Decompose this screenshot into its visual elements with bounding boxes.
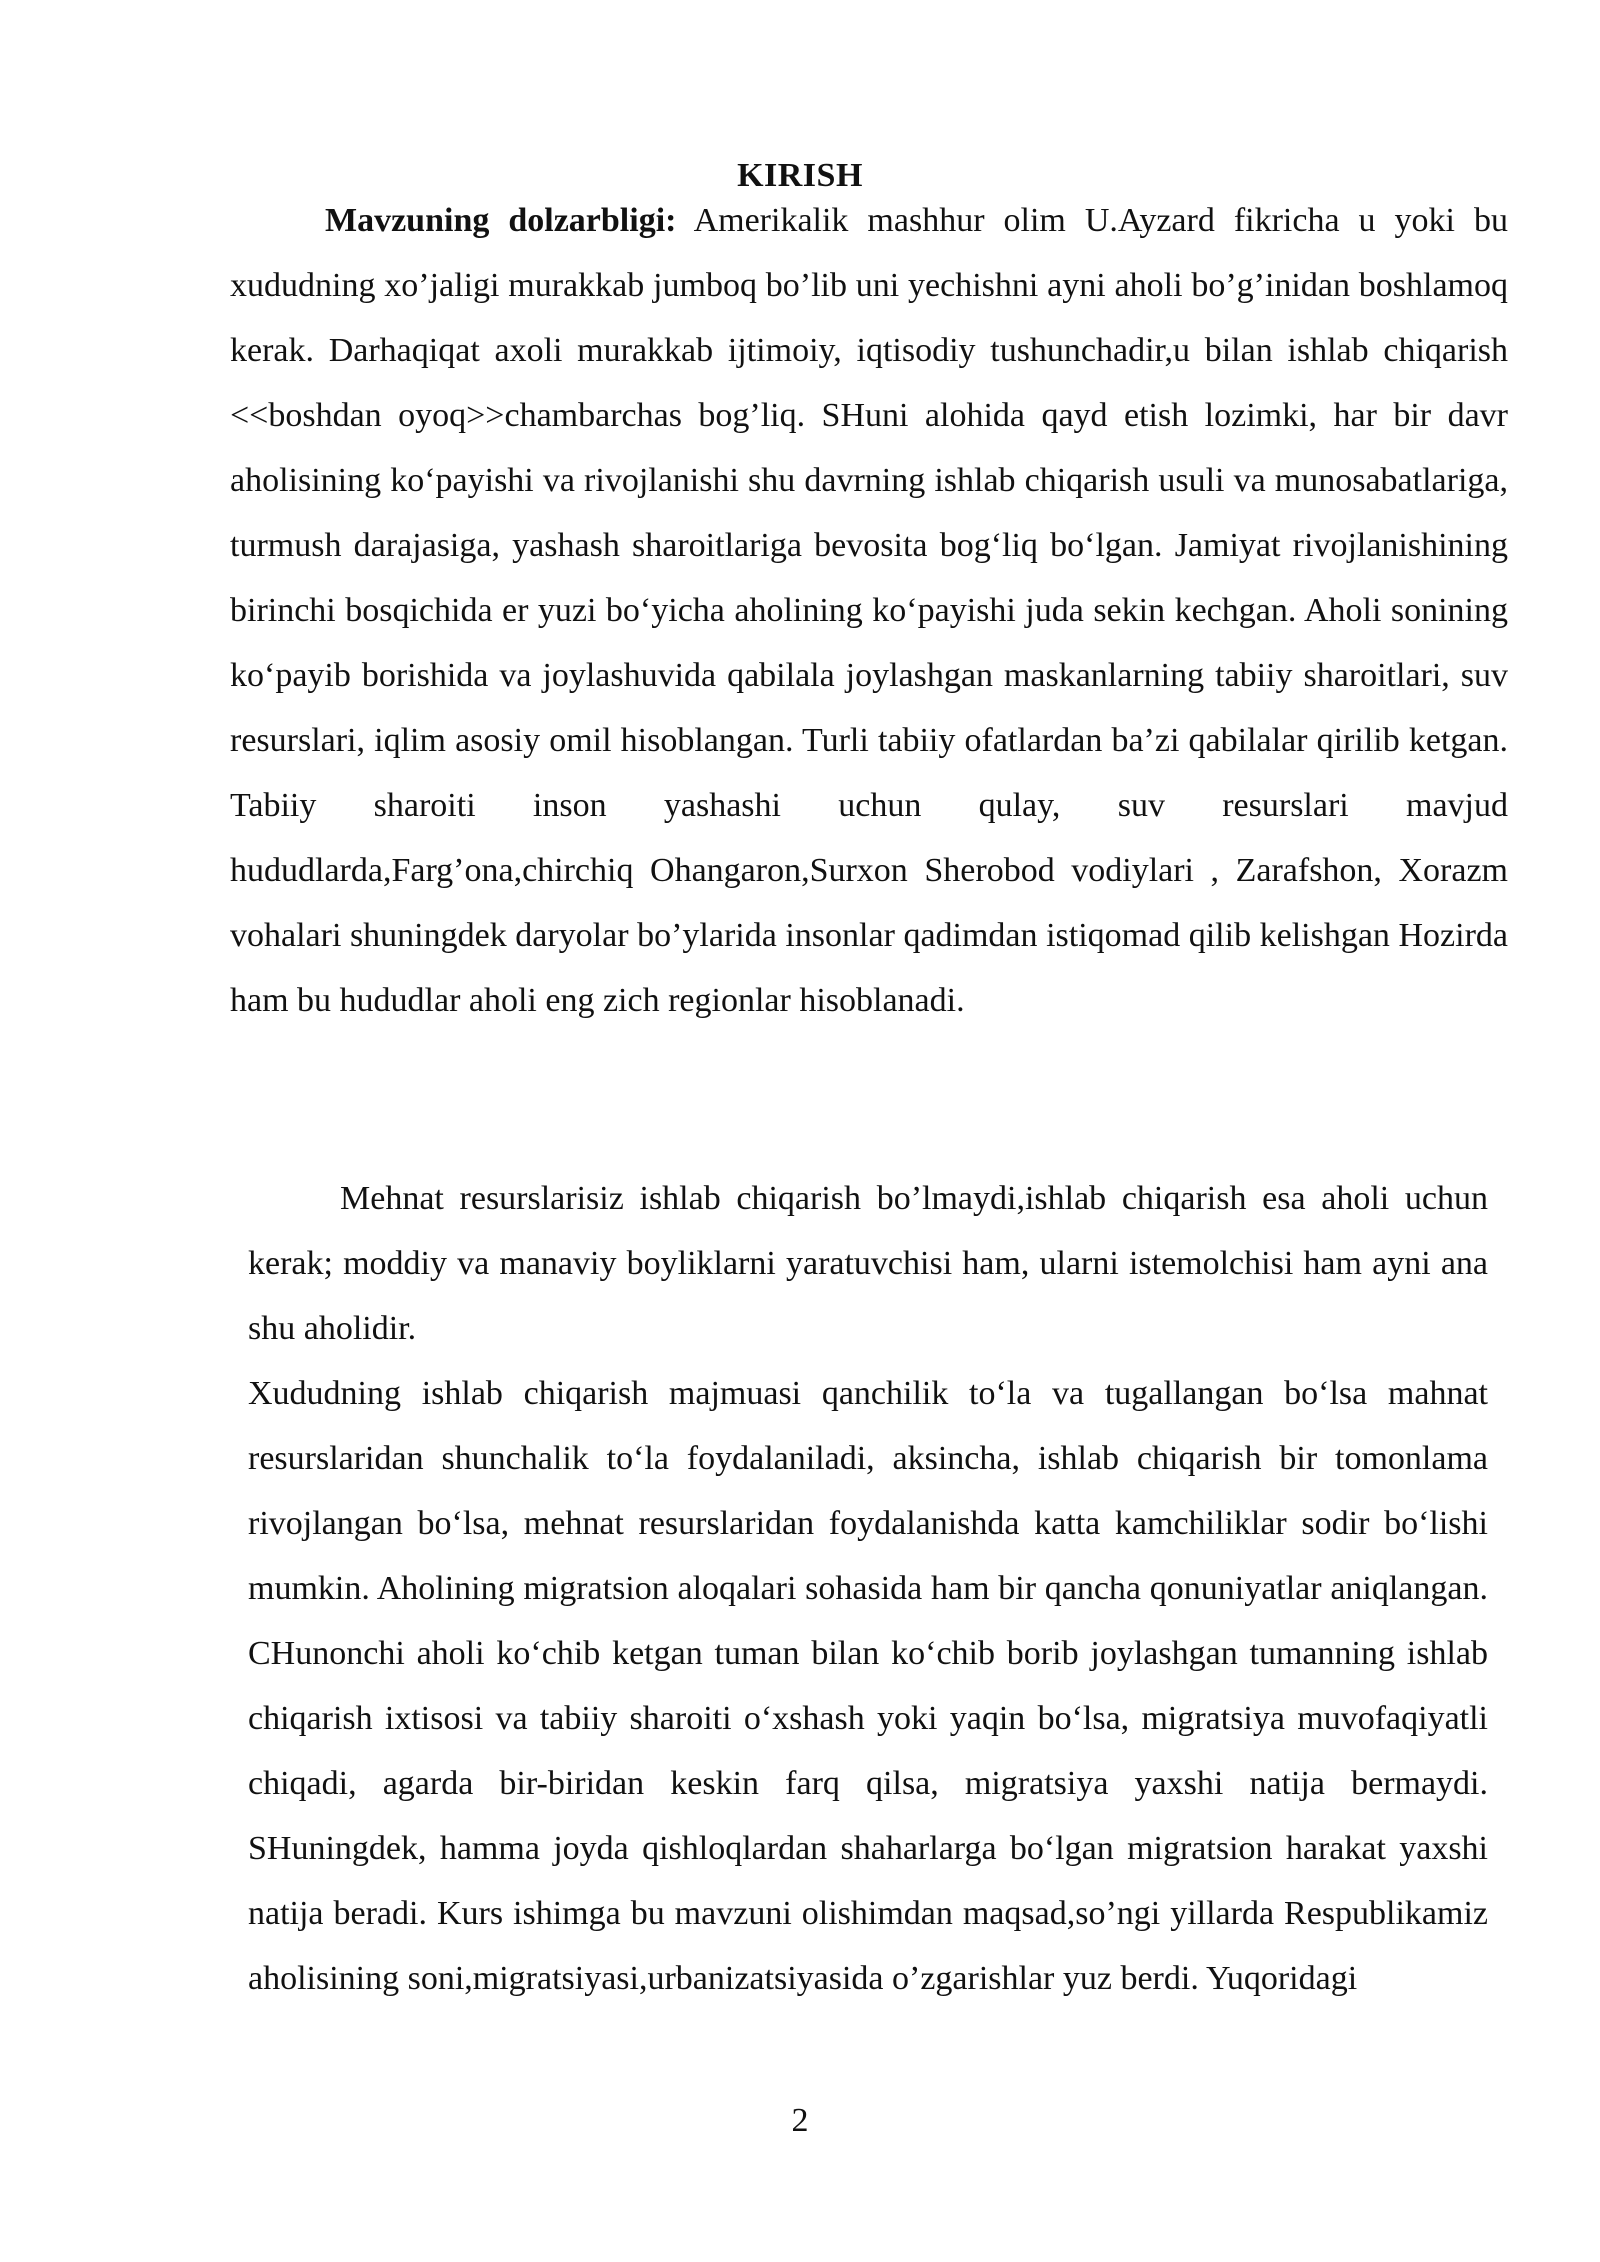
page-number: 2: [791, 2102, 809, 2139]
relevance-heading: Mavzuning dolzarbligi:: [325, 202, 677, 239]
paragraph-production-complex: Xududning ishlab chiqarish majmuasi qanchilik to‘la va tugallangan bo‘lsa mahnat resurslaridan shunchalik to‘la foydalaniladi, aksincha, ishlab chiqarish bir tomonlama rivojlangan bo‘lsa, mehnat resurslaridan foydalanishda katta kamchiliklar sodir bo‘lishi mumkin. Aholining migratsion aloqalari sohasida ham bir qancha qonuniyatlar aniqlangan. CHunonchi aholi ko‘chib ketgan tuman bilan ko‘chib borib joylashgan tumanning ishlab chiqarish ixtisosi va tabiiy sharoiti o‘xshash yoki yaqin bo‘lsa, migratsiya muvofaqiyatli chiqadi, agarda bir-biridan keskin farq qilsa, migratsiya yaxshi natija bermaydi. SHuningdek, hamma joyda qishloqlardan shaharlarga bo‘lgan migratsion harakat yaxshi natija beradi. Kurs ishimga bu mavzuni olishimdan maqsad,so’ngi yillarda Respublikamiz aholisining soni,migratsiyasi,urbanizatsiyasida o’zgarishlar yuz berdi. Yuqoridagi: [248, 1375, 1488, 1997]
paragraph-labor-resources: Mehnat resurslarisiz ishlab chiqarish bo’lmaydi,ishlab chiqarish esa aholi uchun kerak; moddiy va manaviy boyliklarni yaratuvchisi ham, ularni istemolchisi ham ayni ana shu aholidir.: [248, 1180, 1488, 1347]
paragraph-relevance: [230, 188, 1508, 1033]
section-title: KIRISH: [737, 156, 863, 194]
relevance-text: Amerikalik mashhur olim U.Ayzard fikricha u yoki bu xududning xo’jaligi murakkab jumboq bo’lib uni yechishni ayni aholi bo’g’inidan boshlamoq kerak. Darhaqiqat axoli murakkab ijtimoiy, iqtisodiy tushunchadir,u bilan ishlab chiqarish <<boshdan oyoq>>chambarchas bog’liq. SHuni alohida qayd etish lozimki, har bir davr aholisining ko‘payishi va rivojlanishi shu davrning ishlab chiqarish usuli va munosabatlariga, turmush darajasiga, yashash sharoitlariga bevosita bog‘liq bo‘lgan. Jamiyat rivojlanishining birinchi bosqichida er yuzi bo‘yicha aholining ko‘payishi juda sekin kechgan. Aholi sonining ko‘payib borishida va joylashuvida qabilala joylashgan maskanlarning tabiiy sharoitlari, suv resurslari, iqlim asosiy omil hisoblangan. Turli tabiiy ofatlardan ba’zi qabilalar qirilib ketgan. Tabiiy sharoiti inson yashashi uchun qulay, suv resurslari mavjud hududlarda,Farg’ona,chirchiq Ohangaron,Surxon Sherobod vodiylari , Zarafshon, Xorazm vohalari shuningdek daryolar bo’ylarida insonlar qadimdan istiqomad qilib kelishgan Hozirda ham bu hududlar aholi eng zich regionlar hisoblanadi.: [230, 202, 1508, 1019]
